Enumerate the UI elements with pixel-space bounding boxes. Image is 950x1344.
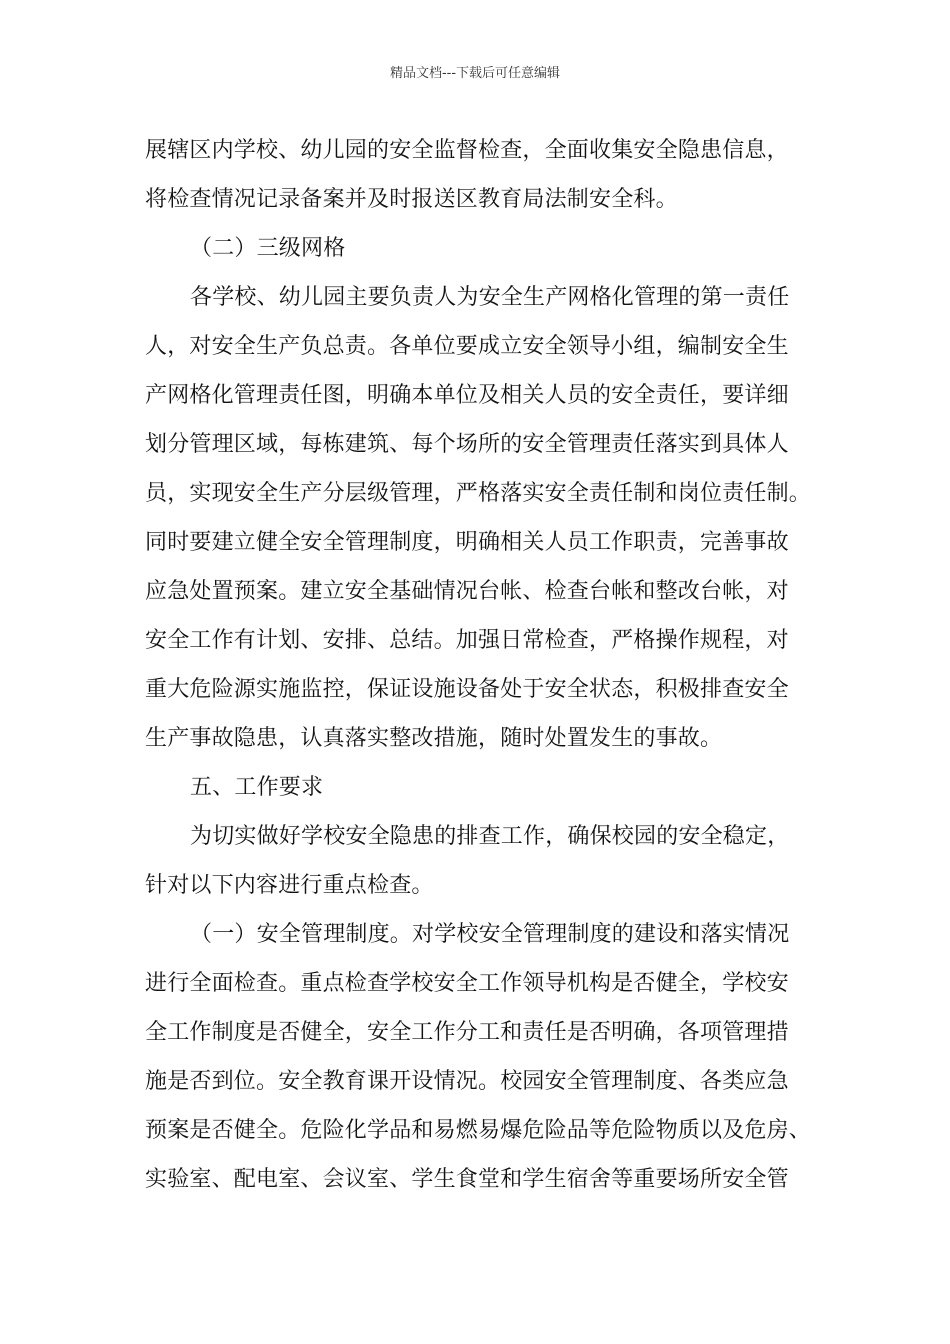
body-line: 应急处置预案。建立安全基础情况台帐、检查台帐和整改台帐，对 [145, 579, 789, 604]
body-line: 五、工作要求 [190, 775, 324, 800]
body-line: 产网格化管理责任图，明确本单位及相关人员的安全责任，要详细 [145, 383, 789, 408]
body-line: 进行全面检查。重点检查学校安全工作领导机构是否健全，学校安 [145, 971, 789, 996]
body-line: 施是否到位。安全教育课开设情况。校园安全管理制度、各类应急 [145, 1069, 789, 1094]
body-line: 员，实现安全生产分层级管理，严格落实安全责任制和岗位责任制。 [145, 481, 812, 506]
body-line: 实验室、配电室、会议室、学生食堂和学生宿舍等重要场所安全管 [145, 1167, 789, 1192]
body-line: 同时要建立健全安全管理制度，明确相关人员工作职责，完善事故 [145, 530, 789, 555]
body-line: （一）安全管理制度。对学校安全管理制度的建设和落实情况 [190, 922, 790, 947]
body-line: 预案是否健全。危险化学品和易燃易爆危险品等危险物质以及危房、 [145, 1118, 812, 1143]
body-line: 人，对安全生产负总责。各单位要成立安全领导小组，编制安全生 [145, 334, 789, 359]
document-body [145, 126, 825, 1204]
body-line: 生产事故隐患，认真落实整改措施，随时处置发生的事故。 [145, 726, 723, 751]
body-line: （二）三级网格 [190, 236, 346, 261]
body-line: 划分管理区域，每栋建筑、每个场所的安全管理责任落实到具体人 [145, 432, 789, 457]
body-line: 安全工作有计划、安排、总结。加强日常检查，严格操作规程，对 [145, 628, 789, 653]
body-line: 重大危险源实施监控，保证设施设备处于安全状态，积极排查安全 [145, 677, 789, 702]
body-line: 将检查情况记录备案并及时报送区教育局法制安全科。 [145, 187, 678, 212]
body-line: 各学校、幼儿园主要负责人为安全生产网格化管理的第一责任 [190, 285, 790, 310]
page-header: 精品文档---下载后可任意编辑 [389, 66, 561, 81]
body-line: 全工作制度是否健全，安全工作分工和责任是否明确，各项管理措 [145, 1020, 789, 1045]
body-line: 展辖区内学校、幼儿园的安全监督检查，全面收集安全隐患信息， [145, 138, 789, 163]
body-line: 为切实做好学校安全隐患的排查工作，确保校园的安全稳定， [190, 824, 790, 849]
body-line: 针对以下内容进行重点检查。 [145, 873, 434, 898]
